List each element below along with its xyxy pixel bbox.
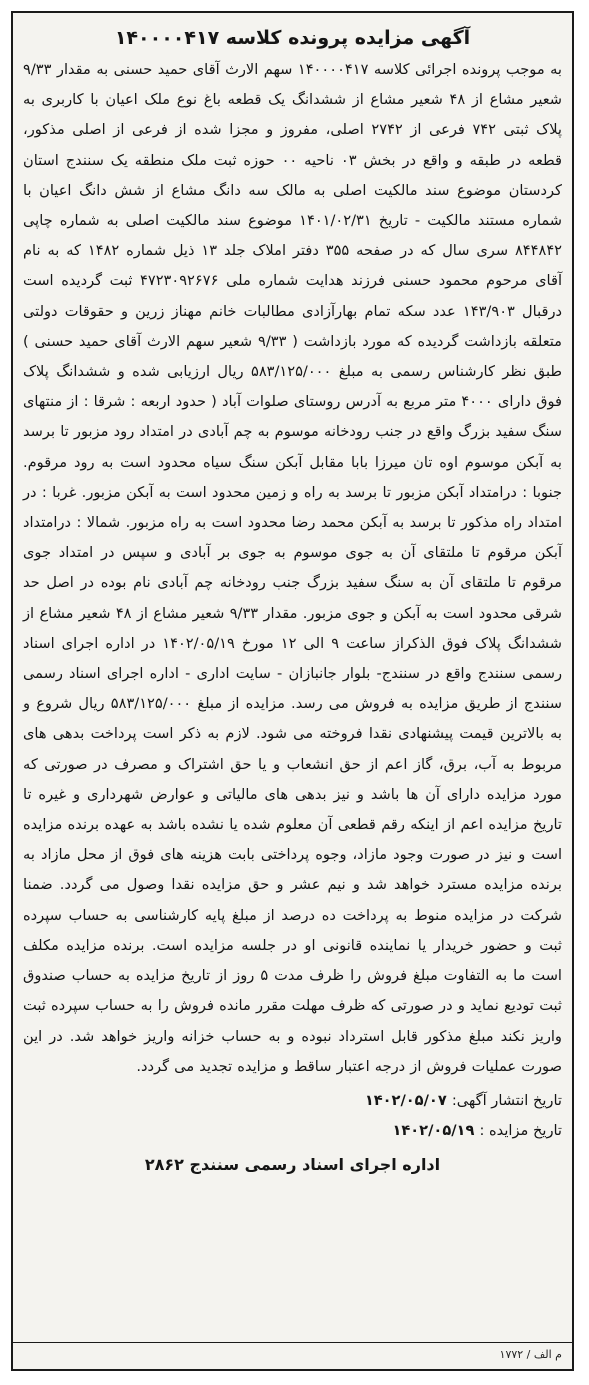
reference-bar (13, 1342, 572, 1369)
notice-body: به موجب پرونده اجرائی کلاسه ۱۴۰۰۰۰۴۱۷ سهم الارث آقای حمید حسنی به مقدار ۹/۳۳ شعیر مشاع از ۴۸ شعیر مشاع از ششدانگ یک قطعه باغ نوع ملک اعیان با کاربری به پلاک ثبتی ۷۴۲ فرعی از ۲۷۴۲ اصلی، مفروز و مجزا شده از فرعی از اصلی مذکور، قطعه در طبقه و واقع در بخش ۰۳ ناحیه ۰۰ حوزه ثبت ملک منطقه یک سنندج استان کردستان موضوع سند مالکیت اصلی به مالک سه دانگ مشاع از شش دانگ اعیان با شماره مستند مالکیت - تاریخ ۱۴۰۱/۰۲/۳۱ موضوع سند مالکیت اصلی به شماره چاپی ۸۴۴۸۴۲ سری سال که در صفحه ۳۵۵ دفتر املاک جلد ۱۳ ذیل شماره ۱۴۸۲ که به نام آقای مرحوم محمود حسنی فرزند هدایت شماره ملی ۴۷۲۳۰۹۲۶۷۶ ثبت گردیده است درقبال ۱۴۳/۹۰۳ عدد سکه تمام بهارآزادی مطالبات خانم مهناز زرین و حقوقات دولتی متعلقه بازداشت گردیده که مورد بازداشت ( ۹/۳۳ شعیر سهم الارث آقای حمید حسنی ) طبق نظر کارشناس رسمی به مبلغ ۵۸۳/۱۲۵/۰۰۰ ریال ارزیابی شده و ششدانگ پلاک فوق دارای ۴۰۰۰ متر مربع به آدرس روستای صلوات آباد ( حدود اربعه : شرقا : از منتهای سنگ سفید بزرگ واقع در جنب رودخانه موسوم به چم آبادی در امتداد رود مزبور تا برسد به آبکن موسوم اوه تان میرزا بابا مقابل آبکن سنگ سیاه محدود است به رود مرقوم. جنوبا : درامتداد آبکن مزبور تا برسد به راه و زمین محدود است به آبکن مزبور. غربا : در امتداد راه مذکور تا برسد به آبکن محمد رضا محدود است به راه مزبور. شمالا : درامتداد آبکن مرقوم تا ملتقای آن به جوی موسوم به جوی بر آبادی و سپس در امتداد جوی مرقوم تا ملتقای آن به سنگ سفید بزرگ جنب رودخانه چم آبادی نام بوده در اصل حد شرقی محدود است به آبکن و جوی مزبور. مقدار ۹/۳۳ شعیر مشاع از ۴۸ شعیر مشاع از ششدانگ پلاک فوق الذکراز ساعت ۹ الی ۱۲ مورخ ۱۴۰۲/۰۵/۱۹ در اداره اجرای اسناد رسمی سنندج واقع در سنندج- بلوار جانبازان - سایت اداری - اداره اجرای اسناد رسمی سنندج از طریق مزایده به فروش می رسد. مزایده از مبلغ ۵۸۳/۱۲۵/۰۰۰ ریال شروع و به بالاترین قیمت پیشنهادی نقدا فروخته می شود. لازم به ذکر است پرداخت بدهی های مربوط به آب، برق، گاز اعم از حق انشعاب و یا حق اشتراک و مصرف در صورتی که مورد مزایده دارای آن ها باشد و نیز بدهی های مالیاتی و عوارض شهرداری و غیره تا تاریخ مزایده اعم از اینکه رقم قطعی آن معلوم شده یا نشده باشد به عهده برنده مزایده است و نیز در صورت وجود مازاد، وجوه پرداختی بابت هزینه های فوق از محل مازاد به برنده مزایده مسترد خواهد شد و نیم عشر و حق مزایده نقدا وصول می گردد. ضمنا شرکت در مزایده منوط به پرداخت ده درصد از مبلغ پایه کارشناسی به حساب سپرده ثبت و حضور خریدار یا نماینده قانونی او در جلسه مزایده است. برنده مزایده مکلف است ما به التفاوت مبلغ فروش را ظرف مدت ۵ روز از تاریخ مزایده به حساب صندوق ثبت تودیع نماید و در صورتی که ظرف مهلت مقرر مانده فروش را به حساب سپرده ثبت واریز نکند مبلغ مذکور قابل استرداد نبوده و به حساب خزانه واریز خواهد شد. در این صورت عملیات فروش از درجه اعتبار ساقط و مزایده تجدید می گردد. (23, 61, 563, 1075)
auction-date-row (23, 1116, 562, 1146)
publish-date-value: ۱۴۰۲/۰۵/۰۷ (364, 1091, 447, 1109)
publish-date-row (23, 1086, 562, 1116)
auction-date-value: ۱۴۰۲/۰۵/۱۹ (392, 1121, 475, 1139)
publish-date-label: تاریخ انتشار آگهی: (451, 1091, 562, 1109)
notice-title: آگهی مزایده پرونده کلاسه ۱۴۰۰۰۰۴۱۷ (114, 27, 471, 49)
reference-number: م الف / ۱۷۷۲ (499, 1348, 562, 1361)
dates-block (23, 1086, 562, 1146)
auction-notice (11, 11, 574, 1371)
issuer-signature: اداره اجرای اسناد رسمی سنندج ۲۸۶۲ (144, 1154, 441, 1174)
auction-date-label: تاریخ مزایده : (479, 1121, 562, 1139)
